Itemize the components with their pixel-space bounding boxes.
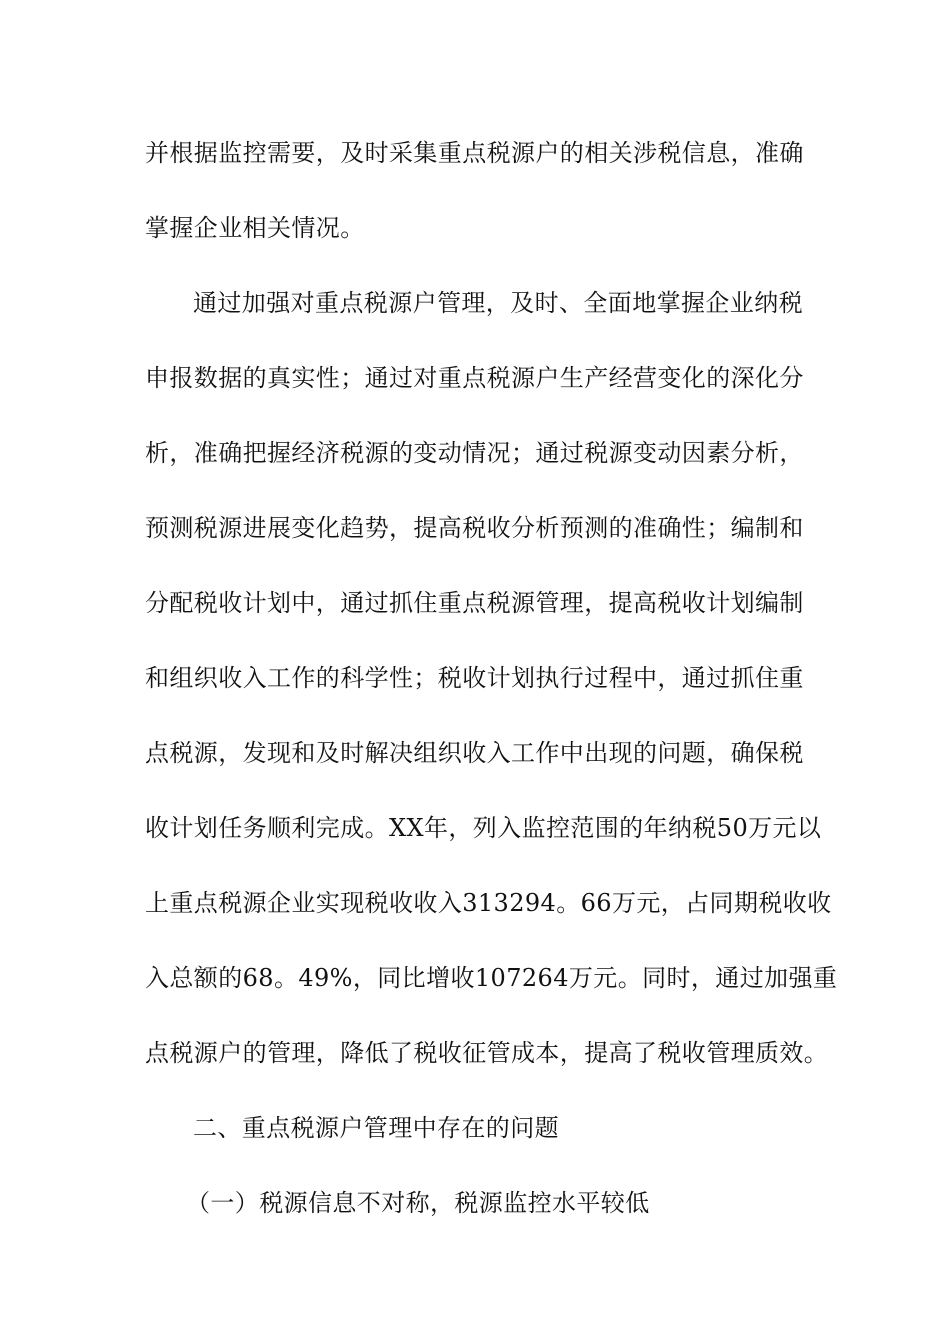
paragraph-line-6: 预测税源进展变化趋势，提高税收分析预测的准确性；编制和 xyxy=(145,514,804,542)
paragraph-line-7: 分配税收计划中，通过抓住重点税源管理，提高税收计划编制 xyxy=(145,589,804,617)
paragraph-line-3: 通过加强对重点税源户管理，及时、全面地掌握企业纳税 xyxy=(193,289,803,317)
subsection-heading: （一）税源信息不对称，税源监控水平较低 xyxy=(186,1189,650,1217)
paragraph-line-12: 入总额的68。49%，同比增收107264万元。同时，通过加强重 xyxy=(145,964,838,992)
paragraph-line-13: 点税源户的管理，降低了税收征管成本，提高了税收管理质效。 xyxy=(145,1039,829,1067)
paragraph-line-5: 析，准确把握经济税源的变动情况；通过税源变动因素分析， xyxy=(145,439,804,467)
paragraph-line-11: 上重点税源企业实现税收收入313294。66万元，占同期税收收 xyxy=(145,889,832,917)
paragraph-line-4: 申报数据的真实性；通过对重点税源户生产经营变化的深化分 xyxy=(145,364,804,392)
paragraph-line-9: 点税源，发现和及时解决组织收入工作中出现的问题，确保税 xyxy=(145,739,804,767)
paragraph-line-2: 掌握企业相关情况。 xyxy=(145,214,365,242)
paragraph-line-10: 收计划任务顺利完成。XX年，列入监控范围的年纳税50万元以 xyxy=(145,814,822,842)
paragraph-line-1: 并根据监控需要，及时采集重点税源户的相关涉税信息，准确 xyxy=(145,139,804,167)
section-heading: 二、重点税源户管理中存在的问题 xyxy=(193,1114,559,1142)
paragraph-line-8: 和组织收入工作的科学性；税收计划执行过程中，通过抓住重 xyxy=(145,664,804,692)
